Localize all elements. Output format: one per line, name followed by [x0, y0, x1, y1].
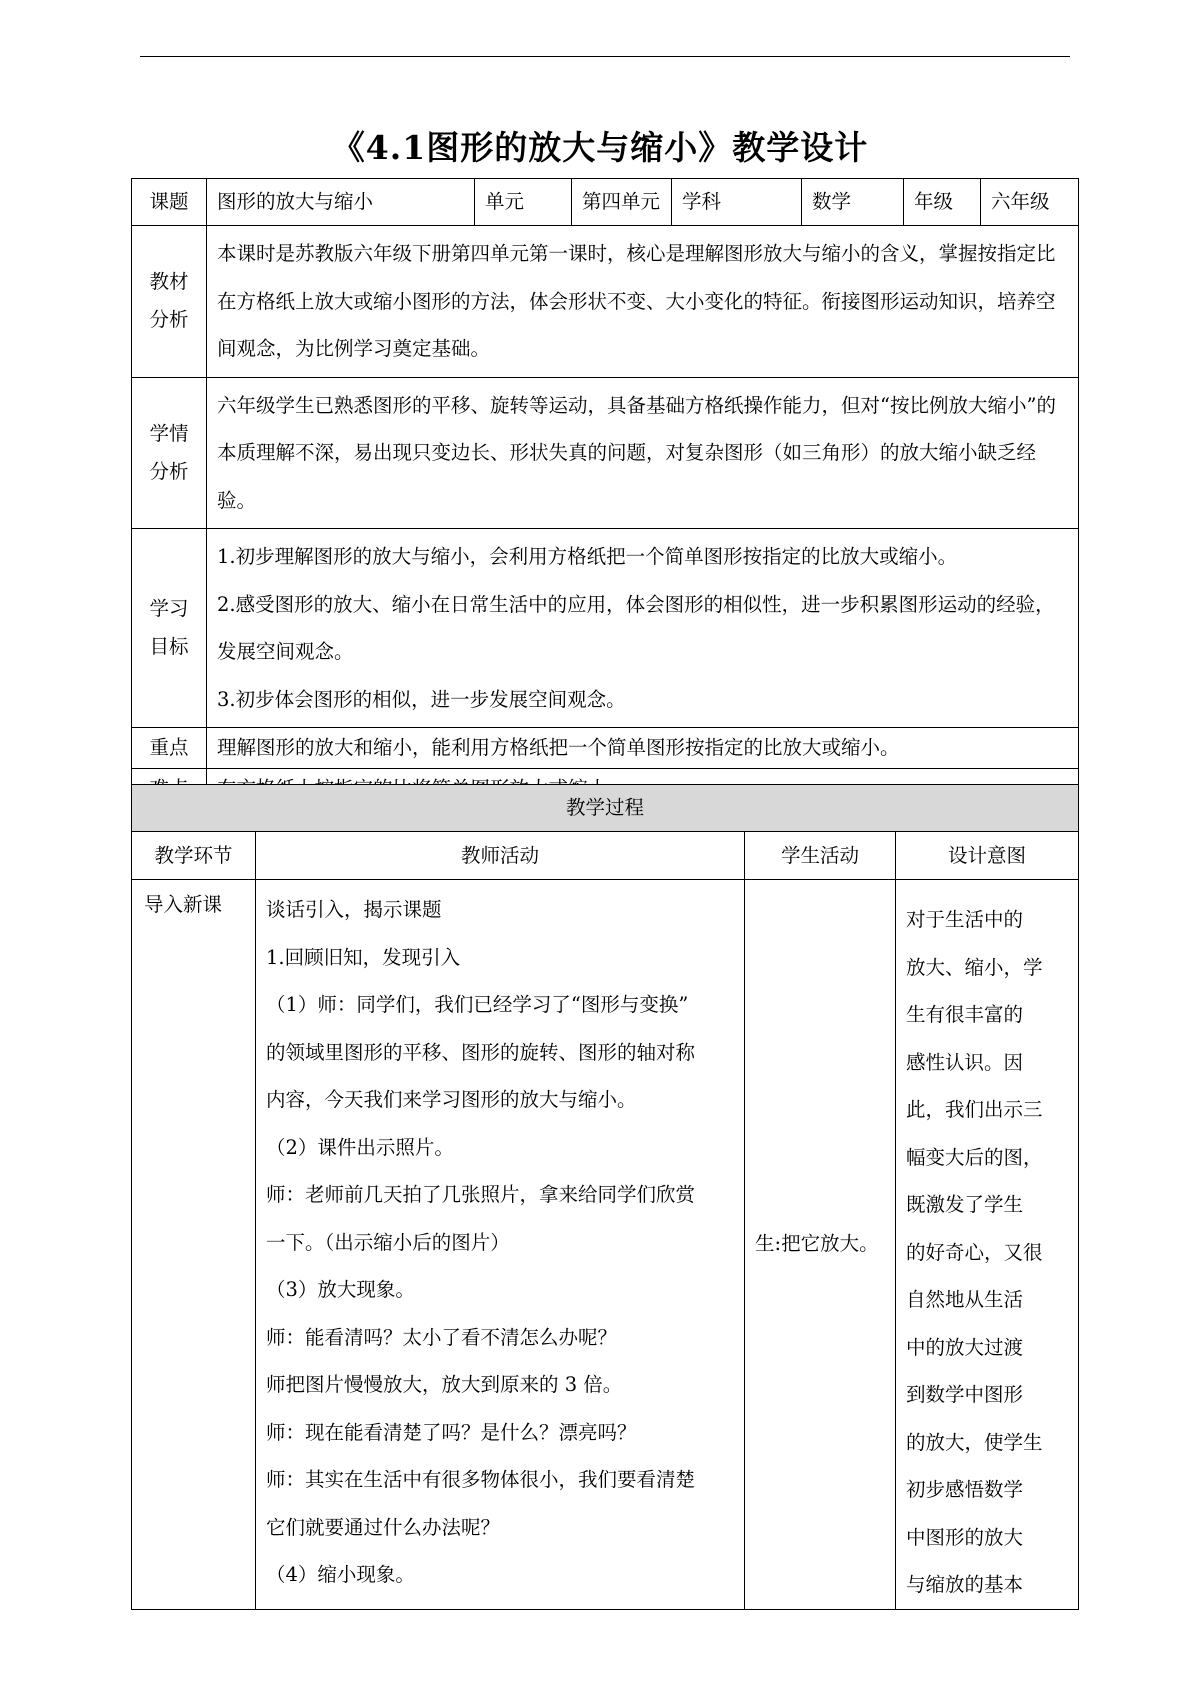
teacher-line: 它们就要通过什么办法呢？ [266, 1515, 501, 1539]
design-intent-cell [896, 880, 1079, 1610]
col-intent-header: 设计意图 [896, 832, 1079, 880]
teacher-line: （2）课件出示照片。 [266, 1135, 454, 1159]
teacher-line: 师：其实在生活中有很多物体很小，我们要看清楚 [266, 1468, 696, 1491]
teaching-process-table [131, 784, 1079, 1610]
key-point-label: 重点 [132, 728, 207, 769]
goal-item: 1.初步理解图形的放大与缩小，会利用方格纸把一个简单图形按指定的比放大或缩小。 [217, 545, 958, 568]
process-band-row [132, 785, 1079, 832]
teacher-activity-cell [256, 880, 745, 1610]
grade-label: 年级 [904, 179, 981, 226]
teacher-line: 师把图片慢慢放大，放大到原来的 3 倍。 [266, 1373, 623, 1396]
info-row-learner [132, 377, 1079, 529]
intent-line: 与缩放的基本 [906, 1573, 1024, 1596]
intent-line: 对于生活中的 [906, 908, 1024, 931]
intent-line: 中图形的放大 [906, 1525, 1024, 1549]
unit-value: 第四单元 [572, 179, 672, 226]
learner-analysis-label: 学情 分析 [132, 377, 207, 529]
topic-label: 课题 [132, 179, 207, 226]
student-activity-cell: 生:把它放大。 [745, 880, 896, 1610]
col-student-header: 学生活动 [745, 832, 896, 880]
key-point-text: 理解图形的放大和缩小，能利用方格纸把一个简单图形按指定的比放大或缩小。 [207, 728, 1079, 769]
info-row-topic [132, 179, 1079, 226]
subject-label: 学科 [672, 179, 802, 226]
goal-item: 2.感受图形的放大、缩小在日常生活中的应用，体会图形的相似性，进一步积累图形运动的经验，发展空间观念。 [217, 592, 1055, 663]
lesson-info-table [131, 178, 1079, 810]
info-row-key [132, 728, 1079, 769]
topic-value: 图形的放大与缩小 [207, 179, 475, 226]
textbook-analysis-label: 教材 分析 [132, 226, 207, 378]
process-header-row [132, 832, 1079, 880]
grade-value: 六年级 [981, 179, 1079, 226]
intent-line: 此，我们出示三 [906, 1098, 1043, 1121]
unit-label: 单元 [475, 179, 572, 226]
teacher-line: 师：现在能看清楚了吗？是什么？漂亮吗？ [266, 1420, 637, 1444]
teacher-line: 1.回顾旧知，发现引入 [266, 945, 461, 969]
teacher-line: （4）缩小现象。 [266, 1563, 415, 1586]
learning-goals-list [207, 529, 1079, 728]
teacher-line: 师：能看清吗？太小了看不清怎么办呢？ [266, 1325, 618, 1349]
teacher-line: （1）师：同学们，我们已经学习了“图形与变换” [266, 993, 689, 1016]
process-row-intro [132, 880, 1079, 1610]
header-rule [140, 56, 1070, 57]
intent-line: 既激发了学生 [906, 1193, 1024, 1216]
intent-line: 幅变大后的图， [906, 1145, 1043, 1169]
intent-line: 放大、缩小，学 [906, 955, 1043, 979]
col-teacher-header: 教师活动 [256, 832, 745, 880]
learner-analysis-text: 六年级学生已熟悉图形的平移、旋转等运动，具备基础方格纸操作能力，但对“按比例放大缩小”的本质理解不深，易出现只变边长、形状失真的问题，对复杂图形（如三角形）的放大缩小缺乏经验。 [207, 377, 1079, 529]
intent-line: 感性认识。因 [906, 1050, 1024, 1074]
intent-line: 生有很丰富的 [906, 1003, 1024, 1026]
process-band-title: 教学过程 [132, 785, 1079, 832]
learning-goals-label: 学习 目标 [132, 529, 207, 728]
teacher-line: 内容，今天我们来学习图形的放大与缩小。 [266, 1088, 637, 1111]
intent-line: 自然地从生活 [906, 1288, 1024, 1311]
intent-line: 到数学中图形 [906, 1383, 1024, 1406]
teacher-line: 谈话引入，揭示课题 [266, 898, 442, 921]
textbook-analysis-text: 本课时是苏教版六年级下册第四单元第一课时，核心是理解图形放大与缩小的含义，掌握按指定比在方格纸上放大或缩小图形的方法，体会形状不变、大小变化的特征。衔接图形运动知识，培养空间观念，为比例学习奠定基础。 [207, 226, 1079, 378]
teacher-line: 师：老师前几天拍了几张照片，拿来给同学们欣赏 [266, 1183, 696, 1206]
teacher-line: （3）放大现象。 [266, 1278, 415, 1301]
goal-item: 3.初步体会图形的相似，进一步发展空间观念。 [217, 687, 626, 711]
intent-line: 初步感悟数学 [906, 1478, 1024, 1501]
col-stage-header: 教学环节 [132, 832, 256, 880]
intent-line: 的好奇心，又很 [906, 1240, 1043, 1264]
info-row-goals [132, 529, 1079, 728]
teacher-line: 的领域里图形的平移、图形的旋转、图形的轴对称 [266, 1040, 696, 1064]
document-title: 《4.1图形的放大与缩小》教学设计 [331, 128, 869, 167]
subject-value: 数学 [802, 179, 904, 226]
intent-line: 的放大，使学生 [906, 1430, 1043, 1454]
intent-line: 中的放大过渡 [906, 1335, 1024, 1359]
stage-cell: 导入新课 [132, 880, 256, 1610]
info-row-textbook [132, 226, 1079, 378]
teacher-line: 一下。（出示缩小后的图片） [266, 1230, 510, 1254]
